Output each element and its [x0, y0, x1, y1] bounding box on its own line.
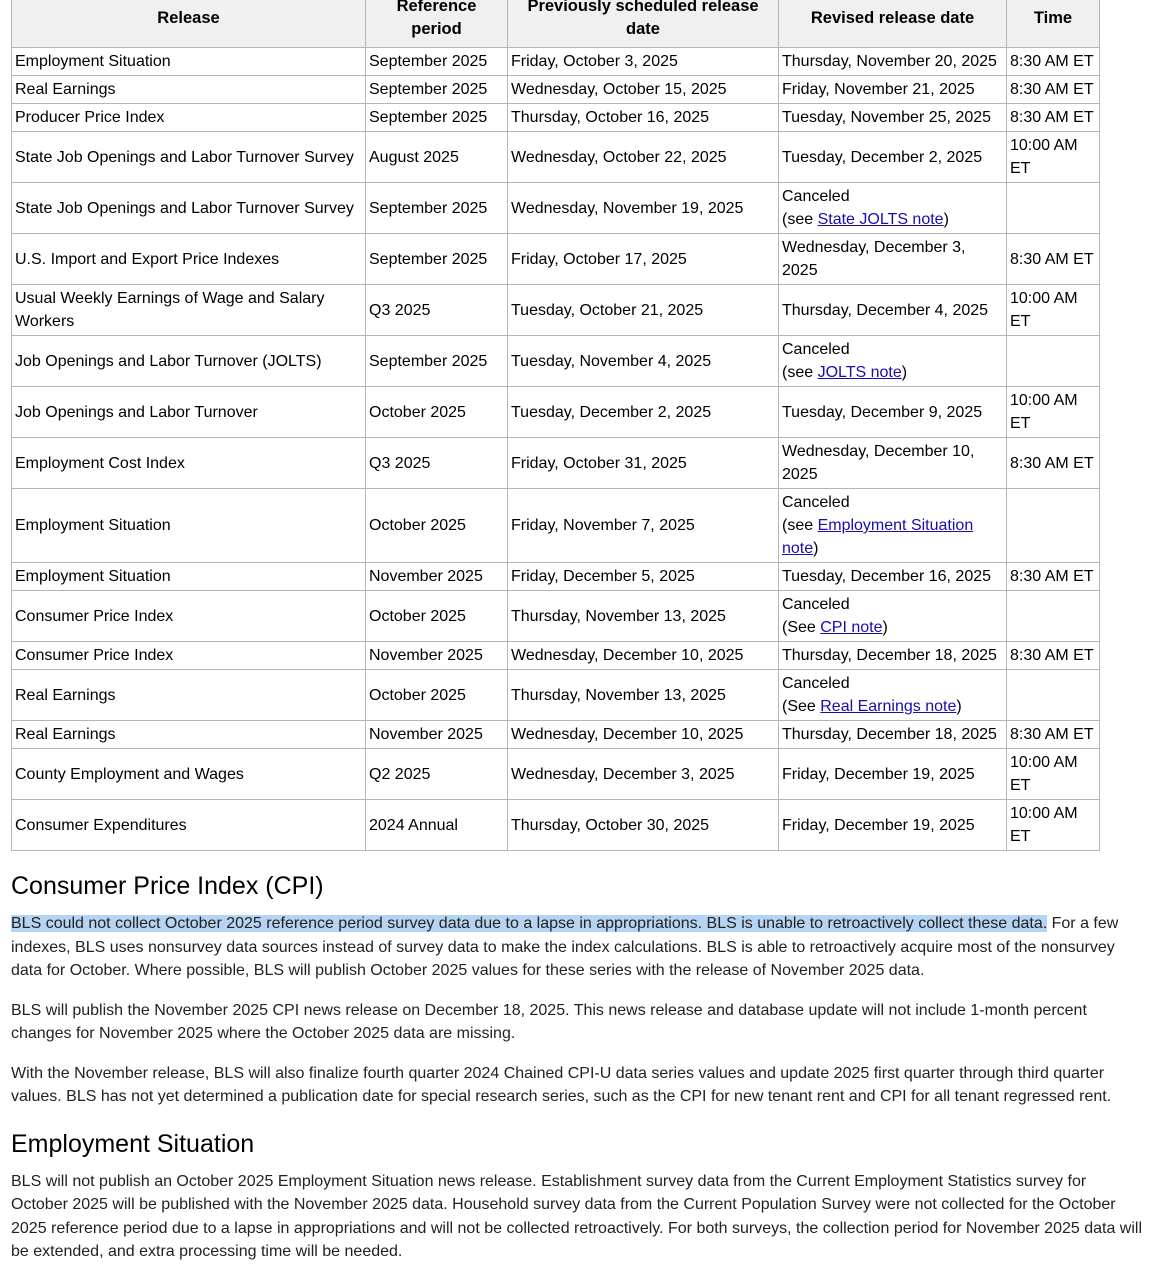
- cell-reference-period: Q2 2025: [366, 749, 508, 800]
- cell-revised-date: Friday, November 21, 2025: [779, 76, 1007, 104]
- cell-reference-period: September 2025: [366, 183, 508, 234]
- note-link[interactable]: JOLTS note: [817, 364, 902, 381]
- cell-revised-date: Wednesday, December 3, 2025: [779, 234, 1007, 285]
- cell-release: Real Earnings: [12, 670, 366, 721]
- cell-reference-period: September 2025: [366, 48, 508, 76]
- canceled-status: Canceled: [782, 341, 850, 358]
- cell-release: State Job Openings and Labor Turnover Survey: [12, 132, 366, 183]
- cell-revised-date: Tuesday, December 2, 2025: [779, 132, 1007, 183]
- cell-release: Real Earnings: [12, 76, 366, 104]
- cell-previous-date: Friday, December 5, 2025: [508, 563, 779, 591]
- cell-revised-date: Friday, December 19, 2025: [779, 800, 1007, 851]
- cell-release: Consumer Expenditures: [12, 800, 366, 851]
- page-content: [11, 0, 1145, 1280]
- cell-time: 8:30 AM ET: [1007, 642, 1100, 670]
- cell-release: Consumer Price Index: [12, 591, 366, 642]
- cell-previous-date: Wednesday, December 10, 2025: [508, 721, 779, 749]
- note-suffix: ): [813, 540, 819, 557]
- note-prefix: (see: [782, 364, 818, 381]
- cell-previous-date: Tuesday, December 2, 2025: [508, 387, 779, 438]
- note-suffix: ): [943, 211, 949, 228]
- table-row: [12, 76, 1100, 104]
- cell-release: Employment Situation: [12, 48, 366, 76]
- cell-reference-period: October 2025: [366, 387, 508, 438]
- cell-revised-date: Wednesday, December 10, 2025: [779, 438, 1007, 489]
- cell-time: 8:30 AM ET: [1007, 563, 1100, 591]
- table-row: [12, 591, 1100, 642]
- release-schedule-table: [11, 0, 1100, 851]
- cell-reference-period: October 2025: [366, 670, 508, 721]
- note-suffix: ): [882, 619, 888, 636]
- cell-release: Employment Cost Index: [12, 438, 366, 489]
- table-row: [12, 387, 1100, 438]
- cell-reference-period: September 2025: [366, 234, 508, 285]
- table-row: [12, 642, 1100, 670]
- cell-reference-period: September 2025: [366, 336, 508, 387]
- cell-time: [1007, 591, 1100, 642]
- cell-previous-date: Tuesday, November 4, 2025: [508, 336, 779, 387]
- table-row: [12, 749, 1100, 800]
- cell-time: 10:00 AM ET: [1007, 285, 1100, 336]
- cpi-paragraph-3: With the November release, BLS will also finalize fourth quarter 2024 Chained CPI-U data series values and update 2025 first quarter through third quarter values. BLS has not yet determined a publication date for special research series, such as the CPI for new tenant rent and CPI for all tenant regressed rent.: [11, 1064, 1112, 1105]
- cell-release: Real Earnings: [12, 721, 366, 749]
- cell-reference-period: August 2025: [366, 132, 508, 183]
- cell-release: County Employment and Wages: [12, 749, 366, 800]
- cell-release: U.S. Import and Export Price Indexes: [12, 234, 366, 285]
- cell-previous-date: Friday, October 3, 2025: [508, 48, 779, 76]
- cell-previous-date: Thursday, October 30, 2025: [508, 800, 779, 851]
- table-row: [12, 132, 1100, 183]
- cell-revised-date: Thursday, November 20, 2025: [779, 48, 1007, 76]
- cell-time: 8:30 AM ET: [1007, 438, 1100, 489]
- employment-paragraph-1: BLS will not publish an October 2025 Employment Situation news release. Establishment survey data from the Current Employment Statistics survey for October 2025 will be published with the November 2025 data. Household survey data from the Current Population Survey were not collected for the October 2025 reference period due to a lapse in appropriations and will not be collected retroactively. For both surveys, the collection period for November 2025 data will be extended, and extra processing time will be needed.: [11, 1172, 1143, 1260]
- cell-time: [1007, 670, 1100, 721]
- cell-reference-period: 2024 Annual: [366, 800, 508, 851]
- cpi-paragraph-1: [11, 912, 1145, 983]
- note-link[interactable]: Employment Situation note: [782, 517, 974, 557]
- cpi-heading: Consumer Price Index (CPI): [11, 872, 324, 900]
- col-header-release: Release: [12, 0, 366, 48]
- cell-release: State Job Openings and Labor Turnover Survey: [12, 183, 366, 234]
- table-row: [12, 438, 1100, 489]
- table-row: [12, 489, 1100, 563]
- cell-revised-date: Thursday, December 4, 2025: [779, 285, 1007, 336]
- cell-release: Job Openings and Labor Turnover: [12, 387, 366, 438]
- cell-reference-period: Q3 2025: [366, 285, 508, 336]
- selected-text-highlight: BLS could not collect October 2025 reference period survey data due to a lapse in appropriations. BLS is unable to retroactively collect these data.: [11, 915, 1048, 932]
- note-prefix: (see: [782, 211, 818, 228]
- cell-previous-date: Wednesday, October 15, 2025: [508, 76, 779, 104]
- cell-previous-date: Friday, November 7, 2025: [508, 489, 779, 563]
- cell-revised-date: [779, 336, 1007, 387]
- cpi-paragraph-2: BLS will publish the November 2025 CPI news release on December 18, 2025. This news release and database update will not include 1-month percent changes for November 2025 where the October 2025 data are missing.: [11, 1001, 1087, 1042]
- cell-revised-date: Thursday, December 18, 2025: [779, 642, 1007, 670]
- cell-release: Job Openings and Labor Turnover (JOLTS): [12, 336, 366, 387]
- table-row: [12, 721, 1100, 749]
- cell-reference-period: Q3 2025: [366, 438, 508, 489]
- cell-previous-date: Wednesday, November 19, 2025: [508, 183, 779, 234]
- note-suffix: ): [901, 364, 908, 381]
- cell-time: 8:30 AM ET: [1007, 76, 1100, 104]
- cell-time: 10:00 AM ET: [1007, 387, 1100, 438]
- cell-time: [1007, 183, 1100, 234]
- table-body: [12, 48, 1100, 851]
- cell-time: [1007, 489, 1100, 563]
- cell-reference-period: October 2025: [366, 489, 508, 563]
- table-row: [12, 800, 1100, 851]
- note-prefix: (see: [782, 517, 818, 534]
- cell-time: 8:30 AM ET: [1007, 104, 1100, 132]
- cell-previous-date: Friday, October 17, 2025: [508, 234, 779, 285]
- table-row: [12, 234, 1100, 285]
- col-header-previous-date: Previously scheduled release date: [508, 0, 779, 48]
- cell-revised-date: Tuesday, December 9, 2025: [779, 387, 1007, 438]
- table-row: [12, 285, 1100, 336]
- canceled-status: Canceled: [782, 494, 850, 511]
- cell-time: [1007, 336, 1100, 387]
- table-header-row: [12, 0, 1100, 48]
- cell-previous-date: Wednesday, October 22, 2025: [508, 132, 779, 183]
- cell-time: 10:00 AM ET: [1007, 132, 1100, 183]
- note-link[interactable]: State JOLTS note: [817, 211, 944, 228]
- cell-reference-period: September 2025: [366, 104, 508, 132]
- cell-release: Usual Weekly Earnings of Wage and Salary Workers: [12, 285, 366, 336]
- cell-previous-date: Thursday, November 13, 2025: [508, 591, 779, 642]
- canceled-status: Canceled: [782, 675, 850, 692]
- note-prefix: (See: [782, 698, 821, 715]
- note-link[interactable]: Real Earnings note: [820, 698, 957, 715]
- cell-previous-date: Friday, October 31, 2025: [508, 438, 779, 489]
- table-row: [12, 563, 1100, 591]
- table-row: [12, 48, 1100, 76]
- table-row: [12, 104, 1100, 132]
- cpi-paragraph-1-rest: For a few indexes, BLS uses nonsurvey data sources instead of survey data to make the index calculations. BLS is able to retroactively acquire most of the nonsurvey data for October. Where possible, BLS will publish October 2025 values for these series with the release of November 2025 data.: [11, 915, 1119, 979]
- cell-previous-date: Wednesday, December 3, 2025: [508, 749, 779, 800]
- note-link[interactable]: CPI note: [820, 619, 883, 636]
- cell-revised-date: [779, 670, 1007, 721]
- cell-release: Employment Situation: [12, 563, 366, 591]
- cell-release: Consumer Price Index: [12, 642, 366, 670]
- cell-release: Producer Price Index: [12, 104, 366, 132]
- employment-heading: Employment Situation: [11, 1129, 255, 1158]
- cell-reference-period: October 2025: [366, 591, 508, 642]
- cell-time: 10:00 AM ET: [1007, 800, 1100, 851]
- cell-reference-period: November 2025: [366, 642, 508, 670]
- cell-revised-date: [779, 591, 1007, 642]
- cell-release: Employment Situation: [12, 489, 366, 563]
- note-prefix: (See: [782, 619, 821, 636]
- cell-previous-date: Wednesday, December 10, 2025: [508, 642, 779, 670]
- canceled-status: Canceled: [782, 188, 850, 205]
- cell-reference-period: November 2025: [366, 563, 508, 591]
- cell-previous-date: Tuesday, October 21, 2025: [508, 285, 779, 336]
- col-header-revised-date: Revised release date: [779, 0, 1007, 48]
- cell-reference-period: September 2025: [366, 76, 508, 104]
- cell-previous-date: Thursday, November 13, 2025: [508, 670, 779, 721]
- cell-revised-date: Friday, December 19, 2025: [779, 749, 1007, 800]
- cell-revised-date: Tuesday, December 16, 2025: [779, 563, 1007, 591]
- cell-revised-date: Thursday, December 18, 2025: [779, 721, 1007, 749]
- col-header-reference-period: Reference period: [366, 0, 508, 48]
- col-header-time: Time: [1007, 0, 1100, 48]
- cell-reference-period: November 2025: [366, 721, 508, 749]
- cell-revised-date: [779, 183, 1007, 234]
- table-row: [12, 670, 1100, 721]
- cell-time: 10:00 AM ET: [1007, 749, 1100, 800]
- table-row: [12, 183, 1100, 234]
- cell-previous-date: Thursday, October 16, 2025: [508, 104, 779, 132]
- cell-revised-date: Tuesday, November 25, 2025: [779, 104, 1007, 132]
- cell-time: 8:30 AM ET: [1007, 234, 1100, 285]
- cell-time: 8:30 AM ET: [1007, 48, 1100, 76]
- table-row: [12, 336, 1100, 387]
- note-suffix: ): [956, 698, 962, 715]
- canceled-status: Canceled: [782, 596, 850, 613]
- cell-time: 8:30 AM ET: [1007, 721, 1100, 749]
- cell-revised-date: [779, 489, 1007, 563]
